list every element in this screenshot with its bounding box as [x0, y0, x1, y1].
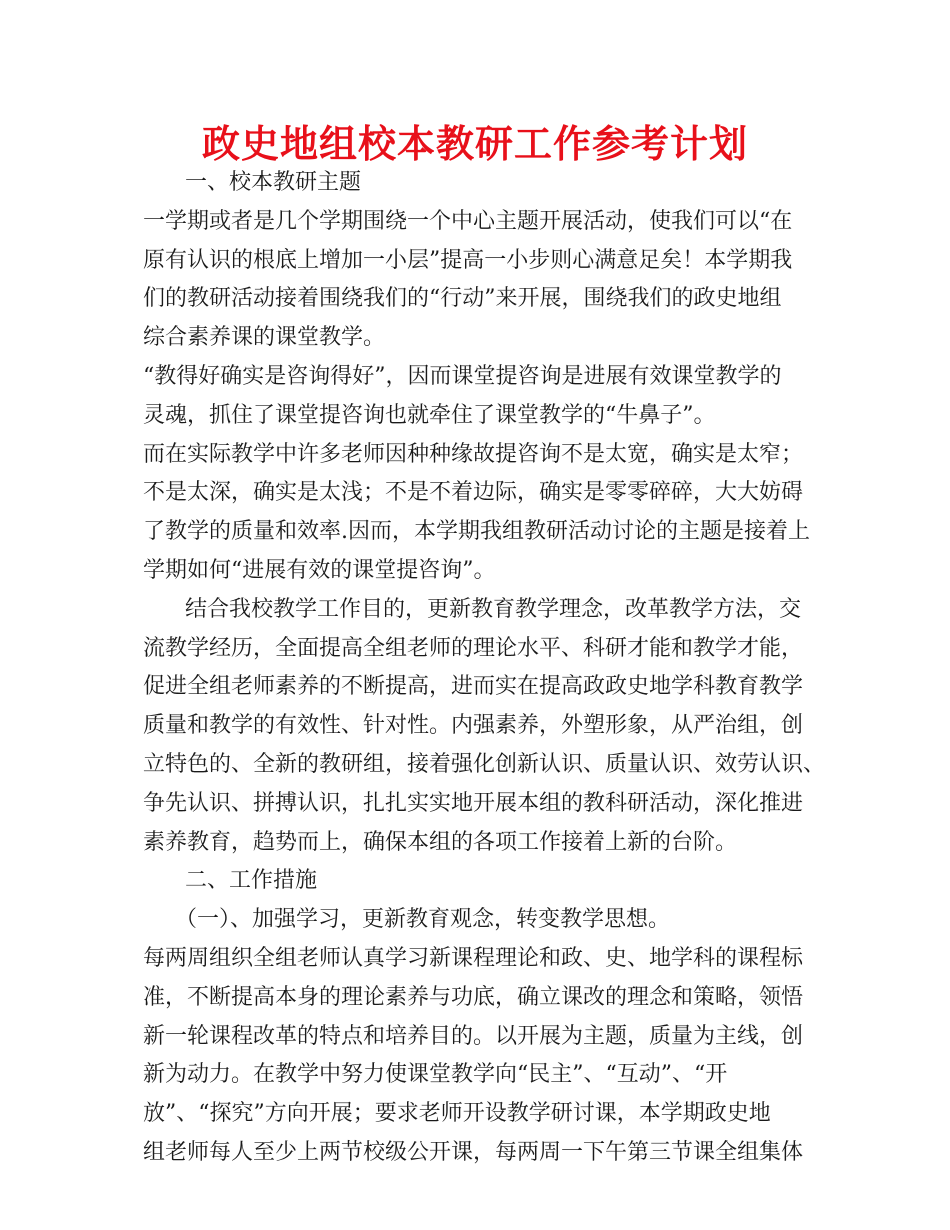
- section-heading-2: 二、工作措施: [185, 868, 318, 894]
- body-line: 不是太深，确实是太浅；不是不着边际，确实是零零碎碎，大大妨碍: [143, 480, 804, 506]
- body-line: 素养教育，趋势而上，确保本组的各项工作接着上新的台阶。: [143, 829, 738, 855]
- body-line: 们的教研活动接着围绕我们的“行动”来开展，围绕我们的政史地组: [143, 286, 782, 312]
- document-body: [143, 164, 826, 1173]
- body-line: 一学期或者是几个学期围绕一个中心主题开展活动，使我们可以“在: [143, 208, 793, 234]
- body-line: 新一轮课程改革的特点和培养目的。以开展为主题，质量为主线，创: [143, 1023, 804, 1049]
- body-line: 放”、“探究”方向开展；要求老师开设教学研讨课，本学期政史地: [143, 1101, 771, 1127]
- body-line: 流教学经历，全面提高全组老师的理论水平、科研才能和教学才能，: [143, 635, 804, 661]
- body-line: 组老师每人至少上两节校级公开课，每两周一下午第三节课全组集体: [143, 1139, 804, 1165]
- body-line: 立特色的、全新的教研组，接着强化创新认识、质量认识、效劳认识、: [143, 751, 826, 777]
- body-line: 结合我校教学工作目的，更新教育教学理念，改革教学方法，交: [185, 596, 802, 622]
- body-line: 每两周组织全组老师认真学习新课程理论和政、史、地学科的课程标: [143, 945, 804, 971]
- body-line: 而在实际教学中许多老师因种种缘故提咨询不是太宽，确实是太窄；: [143, 441, 804, 467]
- body-line: 准，不断提高本身的理论素养与功底，确立课改的理念和策略，领悟: [143, 984, 804, 1010]
- body-line: 了教学的质量和效率.因而，本学期我组教研活动讨论的主题是接着上: [143, 519, 810, 545]
- subsection-heading: （一）、加强学习，更新教育观念，转变教学思想。: [175, 907, 671, 933]
- body-line: 争先认识、拼搏认识，扎扎实实地开展本组的教科研活动，深化推进: [143, 790, 804, 816]
- document-title: 政史地组校本教研工作参考计划: [201, 122, 748, 166]
- body-line: 原有认识的根底上增加一小层”提高一小步则心满意足矣！本学期我: [143, 247, 793, 273]
- body-line: “教得好确实是咨询得好”，因而课堂提咨询是进展有效课堂教学的: [143, 363, 782, 389]
- body-line: 灵魂，抓住了课堂提咨询也就牵住了课堂教学的“牛鼻子”。: [143, 402, 716, 428]
- body-line: 综合素养课的课堂教学。: [143, 325, 386, 351]
- section-heading-1: 一、校本教研主题: [185, 170, 362, 195]
- body-line: 学期如何“进展有效的课堂提咨询”。: [143, 557, 496, 583]
- body-line: 质量和教学的有效性、针对性。内强素养，外塑形象，从严治组，创: [143, 713, 804, 739]
- body-line: 新为动力。在教学中努力使课堂教学向“民主”、“互动”、“开: [143, 1062, 728, 1088]
- body-line: 促进全组老师素养的不断提高，进而实在提高政政史地学科教育教学: [143, 674, 804, 700]
